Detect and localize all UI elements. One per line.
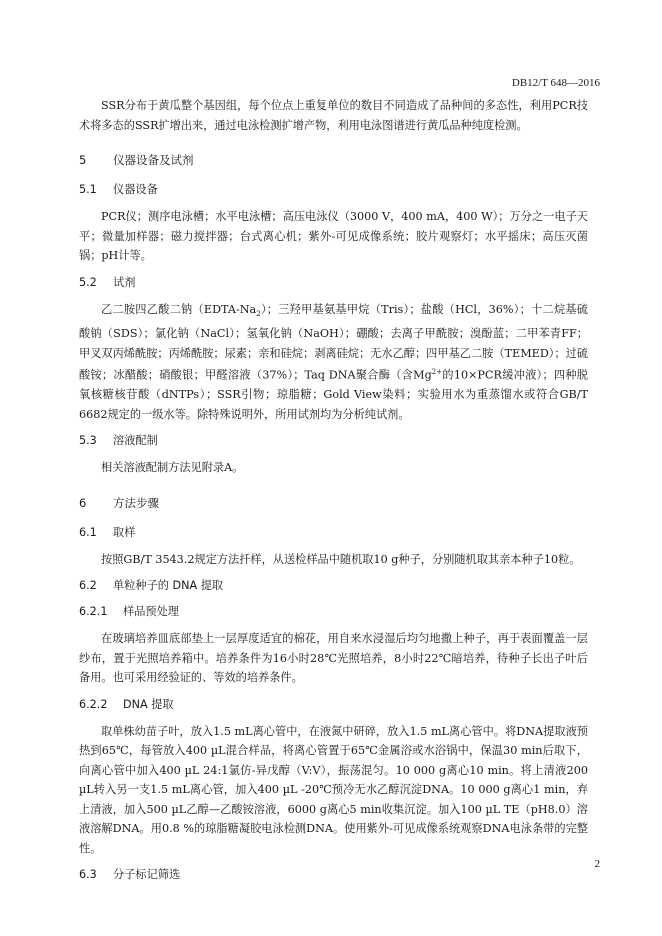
section-title: 样品预处理 (123, 605, 179, 619)
section-5-heading (79, 151, 588, 169)
reagents-text-a: 乙二胺四乙酸二钠（EDTA-Na (101, 302, 257, 316)
reagents-text-c: 的10×PCR缓冲液）；四种脱氧核糖核苷酸（dNTPs）；SSR引物；琼脂糖；Gold View染料；实验用水为重蒸馏水或符合GB/T 6682规定的一级水等。除特殊说明外，所用试剂均为分析纯试剂。 (79, 368, 588, 421)
sampling-paragraph: 按照GB/T 3543.2规定方法扦样，从送检样品中随机取10 g种子，分别随机取其亲本种子10粒。 (101, 552, 581, 566)
section-title: DNA 提取 (123, 697, 174, 711)
section-title: 仪器设备及试剂 (113, 153, 194, 167)
reagents-text-b: ）；三羟甲基氨基甲烷（Tris）；盐酸（HCl，36%）；十二烷基硫酸钠（SDS）；氯化钠（NaCl）；氢氧化钠（NaOH）；硼酸；去离子甲酰胺；溴酚蓝；二甲苯青FF；甲叉双丙烯酰胺；丙烯酰胺；尿素；亲和硅烷；剥离硅烷；无水乙醇；四甲基乙二胺（TEMED）；过硫酸铵；冰醋酸；硝酸银；甲醛溶液（37%）；Taq DNA聚合酶（含Mg (79, 302, 588, 382)
reagents-paragraph (79, 300, 588, 425)
section-number: 6.1 (79, 525, 97, 539)
section-6-2-heading (79, 577, 588, 595)
equipment-paragraph: PCR仪；测序电泳槽；水平电泳槽；高压电泳仪（3000 V，400 mA，400 W）；万分之一电子天平；微量加样器；磁力搅拌器；台式离心机；紫外-可见成像系统；胶片观察灯；水平摇床；高压灭菌锅；pH计等。 (79, 210, 588, 262)
section-6-2-1-heading (79, 603, 588, 621)
section-6-1-heading (79, 524, 588, 542)
section-title: 仪器设备 (113, 183, 158, 196)
section-5-2-heading (79, 274, 588, 292)
section-number: 6.2.2 (79, 697, 108, 711)
section-number: 6 (79, 495, 87, 510)
section-6-3-heading (79, 866, 588, 884)
section-title: 分子标记筛选 (113, 868, 181, 882)
section-title: 单粒种子的 DNA 提取 (113, 579, 224, 593)
section-number: 6.3 (79, 868, 97, 882)
dna-extraction-paragraph: 取单株幼苗子叶，放入1.5 mL离心管中，在液氮中研碎，放入1.5 mL离心管中。将DNA提取液预热到65℃，每管放入400 µL混合样品，将离心管置于65℃金属浴或水浴锅中，保温30 min后取下，向离心管中加入400 µL 24:1氯仿-异戊醇（V:V），振荡混匀。10 000 g离心10 min。将上清液200 µL转入另一支1.5 mL离心管，加入400 µL -20℃预冷无水乙醇沉淀DNA。10 000 g离心1 min，弃上清液，加入500 µL乙醇—乙酸铵溶液，6000 g离心5 min收集沉淀。加入100 µL TE（pH8.0）溶液溶解DNA。用0.8 %的琼脂糖凝胶电泳检测DNA。使用紫外-可见成像系统观察DNA电泳条带的完整性。 (79, 724, 588, 855)
section-6-heading (79, 494, 588, 512)
section-title: 试剂 (113, 275, 136, 289)
section-5-1-heading (79, 181, 588, 199)
section-title: 溶液配制 (113, 434, 158, 448)
section-number: 5.1 (79, 183, 97, 196)
section-number: 5.3 (79, 434, 97, 448)
section-6-2-2-heading (79, 696, 588, 714)
page-number: 2 (594, 858, 600, 870)
subscript-2: 2 (256, 309, 261, 318)
pretreatment-paragraph: 在玻璃培养皿底部垫上一层厚度适宜的棉花，用自来水浸湿后均匀地撒上种子，再于表面覆盖一层纱布，置于光照培养箱中。培养条件为16小时28℃光照培养，8小时22℃暗培养，待种子长出子叶后备用。也可采用经验证的、等效的培养条件。 (79, 632, 588, 685)
section-title: 方法步骤 (113, 495, 159, 510)
section-number: 6.2.1 (79, 605, 108, 619)
section-number: 5.2 (79, 275, 97, 289)
section-5-3-heading (79, 432, 588, 450)
section-number: 6.2 (79, 579, 97, 593)
section-title: 取样 (113, 525, 136, 539)
section-number: 5 (79, 153, 87, 167)
intro-paragraph: SSR分布于黄瓜整个基因组，每个位点上重复单位的数目不同造成了品种间的多态性，利用PCR技术将多态的SSR扩增出来，通过电泳检测扩增产物，利用电泳图谱进行黄瓜品种纯度检测。 (79, 99, 588, 132)
solution-paragraph: 相关溶液配制方法见附录A。 (101, 461, 244, 475)
superscript-2plus: 2+ (431, 368, 443, 377)
document-body (79, 96, 588, 892)
document-number: DB12/T 648—2016 (511, 77, 600, 89)
